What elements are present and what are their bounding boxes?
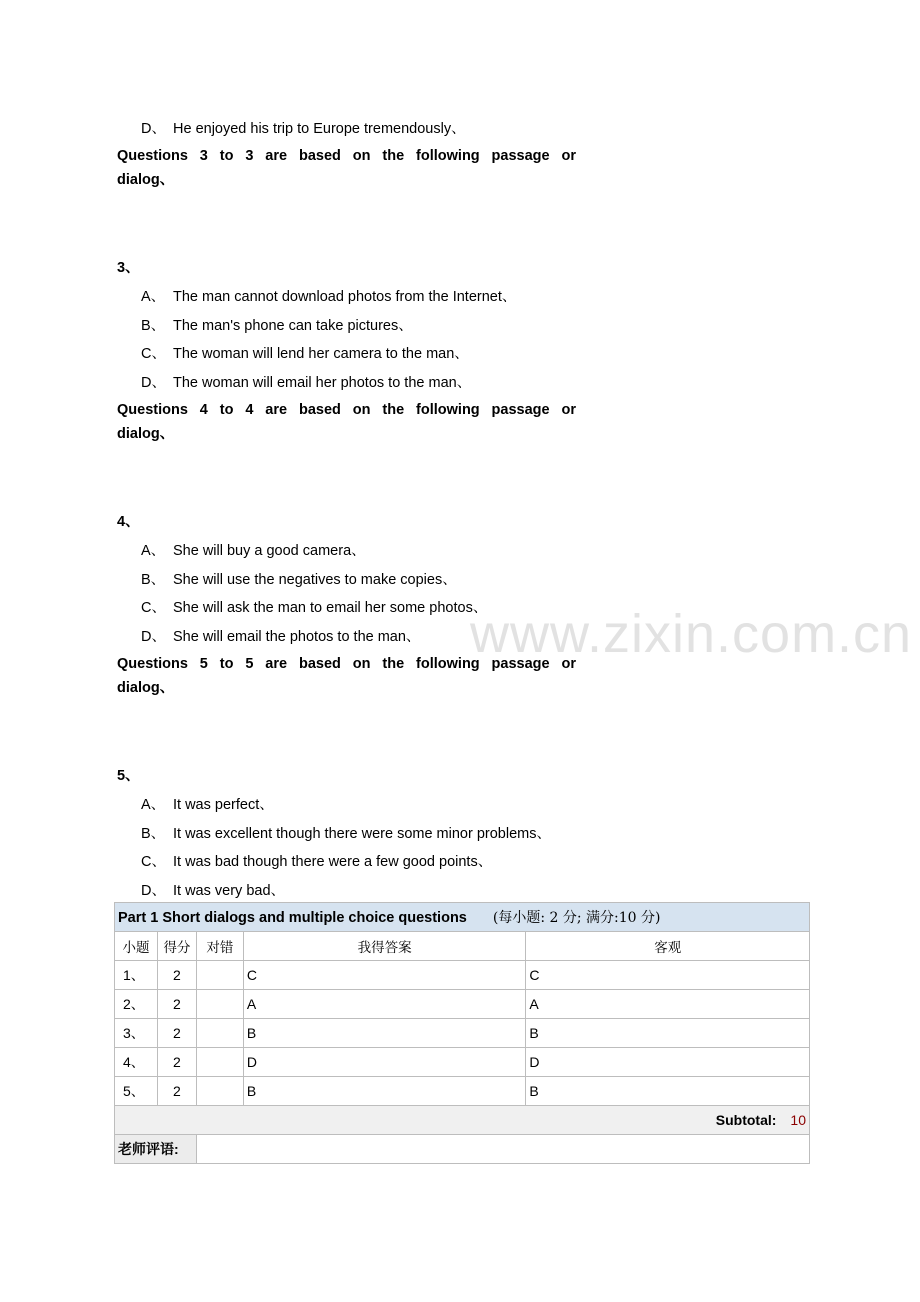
question-4-option-a[interactable] [141, 539, 366, 560]
results-title: Part 1 Short dialogs and multiple choice questions [118, 910, 467, 926]
teacher-comment-label: 老师评语: [115, 1135, 197, 1164]
question-5-number: 5、 [117, 768, 140, 784]
option-letter: A、 [141, 543, 166, 559]
cell-question-number: 4、 [115, 1048, 158, 1077]
subtotal-row [115, 1106, 810, 1135]
question-5-option-b[interactable] [141, 822, 551, 843]
question-5-header [117, 652, 576, 700]
option-text: The man's phone can take pictures、 [173, 318, 413, 334]
question-3-option-a[interactable] [141, 285, 516, 306]
subtotal-value: 10 [790, 1112, 806, 1128]
column-header: 我得答案 [243, 932, 526, 961]
cell-correct [196, 1077, 243, 1106]
teacher-comment-value [196, 1135, 809, 1164]
question-header-line1: Questions 4 to 4 are based on the following passage or [117, 402, 576, 418]
option-letter: A、 [141, 289, 166, 305]
option-letter: B、 [141, 826, 166, 842]
option-text: She will buy a good camera、 [173, 543, 366, 559]
question-3-option-d[interactable] [141, 371, 471, 392]
results-header-cell [115, 903, 810, 932]
cell-correct [196, 990, 243, 1019]
question-3-header [117, 144, 576, 192]
cell-score: 2 [157, 1019, 196, 1048]
option-letter: D、 [141, 629, 166, 645]
question-4-option-b[interactable] [141, 568, 457, 589]
question-5-option-d[interactable] [141, 879, 285, 900]
option-letter: C、 [141, 346, 166, 362]
option-text: The woman will email her photos to the man、 [173, 375, 472, 391]
option-prev-d [141, 117, 466, 138]
option-text: It was excellent though there were some minor problems、 [173, 826, 551, 842]
option-text: It was very bad、 [173, 883, 286, 899]
table-row [115, 1077, 810, 1106]
table-row [115, 961, 810, 990]
subtotal-cell [115, 1106, 810, 1135]
cell-question-number: 5、 [115, 1077, 158, 1106]
table-row [115, 990, 810, 1019]
cell-score: 2 [157, 990, 196, 1019]
option-text: The woman will lend her camera to the man、 [173, 346, 469, 362]
cell-question-number: 1、 [115, 961, 158, 990]
option-letter: B、 [141, 318, 166, 334]
question-header-line2: dialog、 [117, 172, 175, 188]
question-5-option-c[interactable] [141, 850, 492, 871]
cell-correct [196, 1048, 243, 1077]
option-text: The man cannot download photos from the Internet、 [173, 289, 517, 305]
cell-my-answer: C [243, 961, 526, 990]
cell-answer-key: A [526, 990, 810, 1019]
option-letter: D、 [141, 883, 166, 899]
question-4-number: 4、 [117, 514, 140, 530]
option-letter: B、 [141, 572, 166, 588]
question-4-header [117, 398, 576, 446]
question-5-option-a[interactable] [141, 793, 274, 814]
table-row [115, 1019, 810, 1048]
cell-score: 2 [157, 961, 196, 990]
option-letter: D、 [141, 121, 166, 137]
option-text: It was perfect、 [173, 797, 274, 813]
teacher-comment-row [115, 1135, 810, 1164]
option-text: She will ask the man to email her some photos、 [173, 600, 488, 616]
results-table [114, 902, 810, 1164]
option-text: He enjoyed his trip to Europe tremendously、 [173, 121, 466, 137]
column-header: 对错 [196, 932, 243, 961]
column-header: 小题 [115, 932, 158, 961]
question-4-option-d[interactable] [141, 625, 420, 646]
option-text: It was bad though there were a few good points、 [173, 854, 493, 870]
cell-correct [196, 961, 243, 990]
cell-question-number: 3、 [115, 1019, 158, 1048]
results-score-note: (每小题: 2 分; 满分:10 分) [492, 910, 661, 926]
cell-score: 2 [157, 1077, 196, 1106]
cell-my-answer: B [243, 1077, 526, 1106]
option-text: She will email the photos to the man、 [173, 629, 421, 645]
table-row [115, 1048, 810, 1077]
cell-answer-key: B [526, 1077, 810, 1106]
cell-answer-key: B [526, 1019, 810, 1048]
subtotal-label: Subtotal: [715, 1112, 777, 1128]
cell-correct [196, 1019, 243, 1048]
column-header: 得分 [157, 932, 196, 961]
question-header-line1: Questions 5 to 5 are based on the following passage or [117, 656, 576, 672]
question-3-number: 3、 [117, 260, 140, 276]
column-header: 客观 [526, 932, 810, 961]
cell-my-answer: B [243, 1019, 526, 1048]
watermark: www.zixin.com.cn [470, 604, 913, 664]
question-3-option-b[interactable] [141, 314, 413, 335]
question-4-option-c[interactable] [141, 596, 487, 617]
option-text: She will use the negatives to make copies、 [173, 572, 457, 588]
results-header-row [115, 903, 810, 932]
results-column-headers [115, 932, 810, 961]
option-letter: C、 [141, 854, 166, 870]
question-header-line2: dialog、 [117, 680, 175, 696]
option-letter: D、 [141, 375, 166, 391]
cell-my-answer: A [243, 990, 526, 1019]
option-letter: C、 [141, 600, 166, 616]
cell-answer-key: C [526, 961, 810, 990]
cell-question-number: 2、 [115, 990, 158, 1019]
question-header-line2: dialog、 [117, 426, 175, 442]
cell-my-answer: D [243, 1048, 526, 1077]
cell-answer-key: D [526, 1048, 810, 1077]
option-letter: A、 [141, 797, 166, 813]
question-header-line1: Questions 3 to 3 are based on the following passage or [117, 148, 576, 164]
cell-score: 2 [157, 1048, 196, 1077]
question-3-option-c[interactable] [141, 342, 469, 363]
